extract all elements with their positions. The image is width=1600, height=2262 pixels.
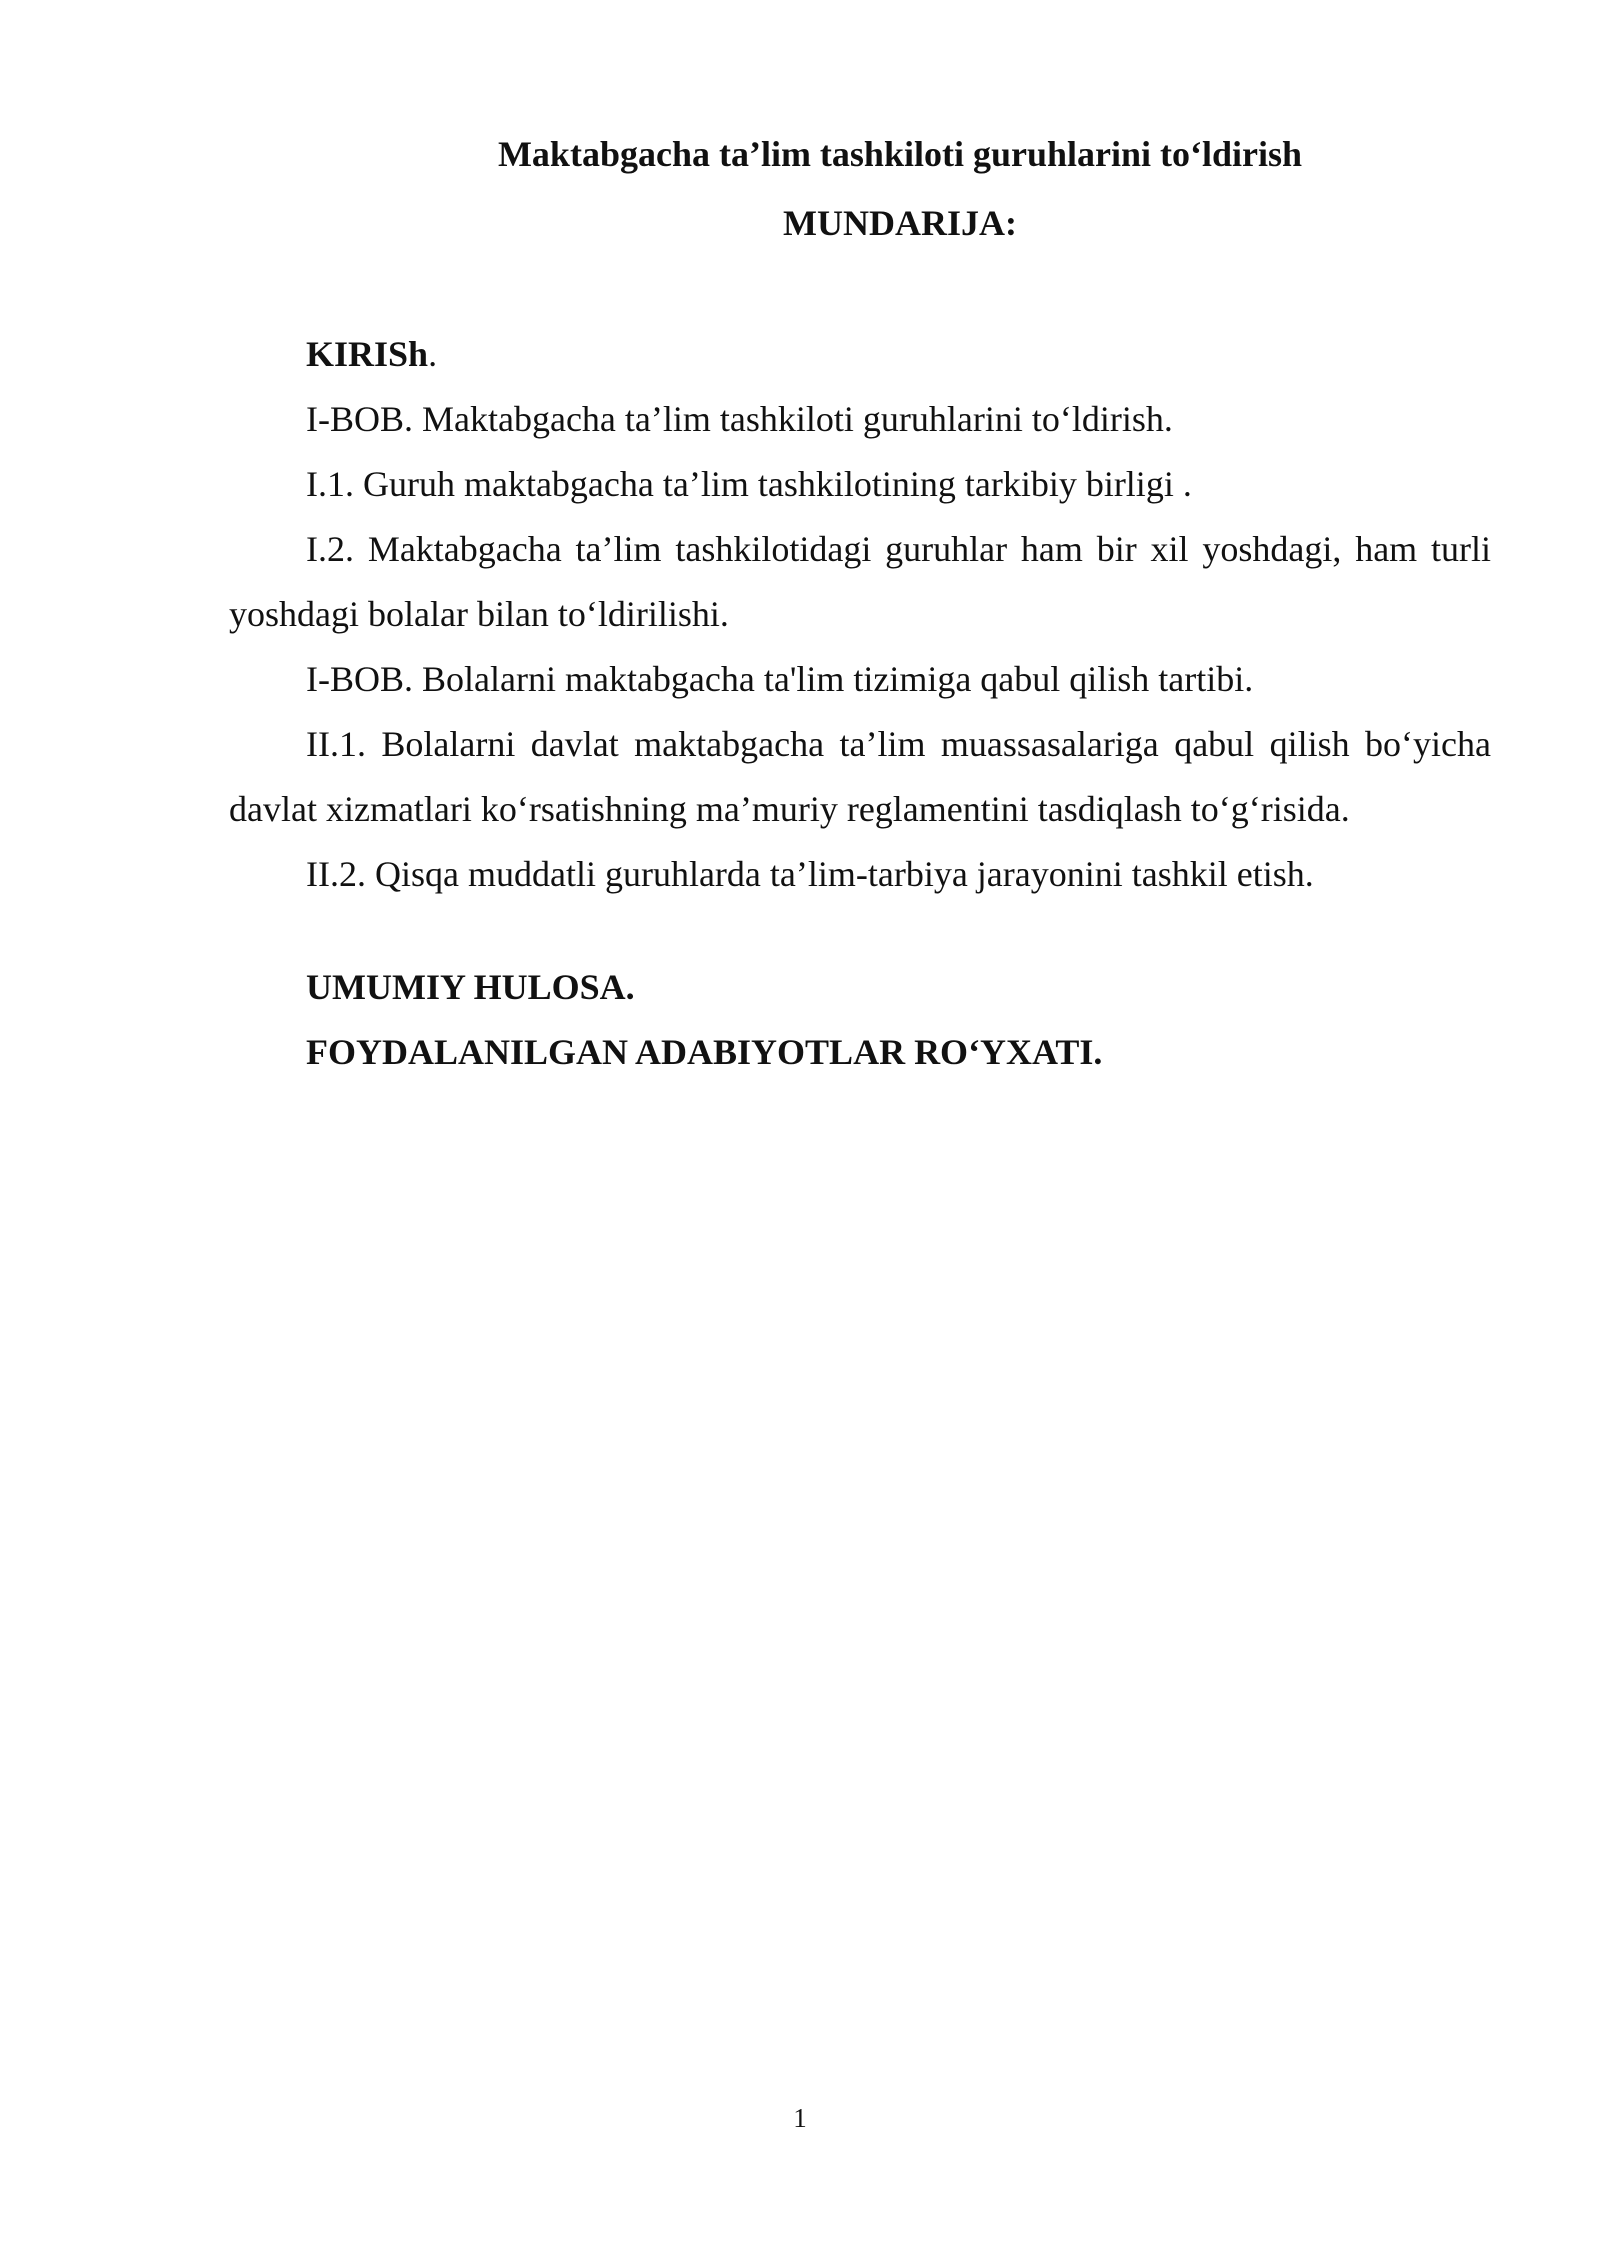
table-of-contents	[229, 322, 1491, 1085]
toc-section-1-1: I.1. Guruh maktabgacha ta’lim tashkilotining tarkibiy birligi .	[306, 464, 1192, 504]
toc-section-1-2: I.2. Maktabgacha ta’lim tashkilotidagi guruhlar ham bir xil yoshdagi, ham turli yoshdagi bolalar bilan to‘ldirilishi.	[229, 529, 1491, 634]
toc-intro-label: KIRISh	[306, 334, 429, 374]
toc-chapter-2: I-BOB. Bolalarni maktabgacha ta'lim tizimiga qabul qilish tartibi.	[306, 659, 1254, 699]
page-number: 1	[793, 2103, 807, 2133]
document-title: Maktabgacha ta’lim tashkiloti guruhlarini to‘ldirish	[497, 134, 1303, 174]
toc-section-2-1: II.1. Bolalarni davlat maktabgacha ta’lim muassasalariga qabul qilish bo‘yicha davlat xizmatlari ko‘rsatishning ma’muriy reglamentini tasdiqlash to‘g‘risida.	[229, 724, 1491, 829]
toc-intro	[229, 322, 1491, 387]
toc-heading: MUNDARIJA:	[783, 203, 1017, 243]
toc-chapter-1: I-BOB. Maktabgacha ta’lim tashkiloti guruhlarini to‘ldirish.	[306, 399, 1173, 439]
toc-conclusion: UMUMIY HULOSA.	[306, 967, 635, 1007]
toc-references: FOYDALANILGAN ADABIYOTLAR RO‘YXATI.	[306, 1032, 1103, 1072]
toc-section-2-2: II.2. Qisqa muddatli guruhlarda ta’lim-tarbiya jarayonini tashkil etish.	[306, 854, 1314, 894]
toc-spacer	[229, 907, 1491, 955]
toc-intro-dot: .	[428, 334, 438, 374]
